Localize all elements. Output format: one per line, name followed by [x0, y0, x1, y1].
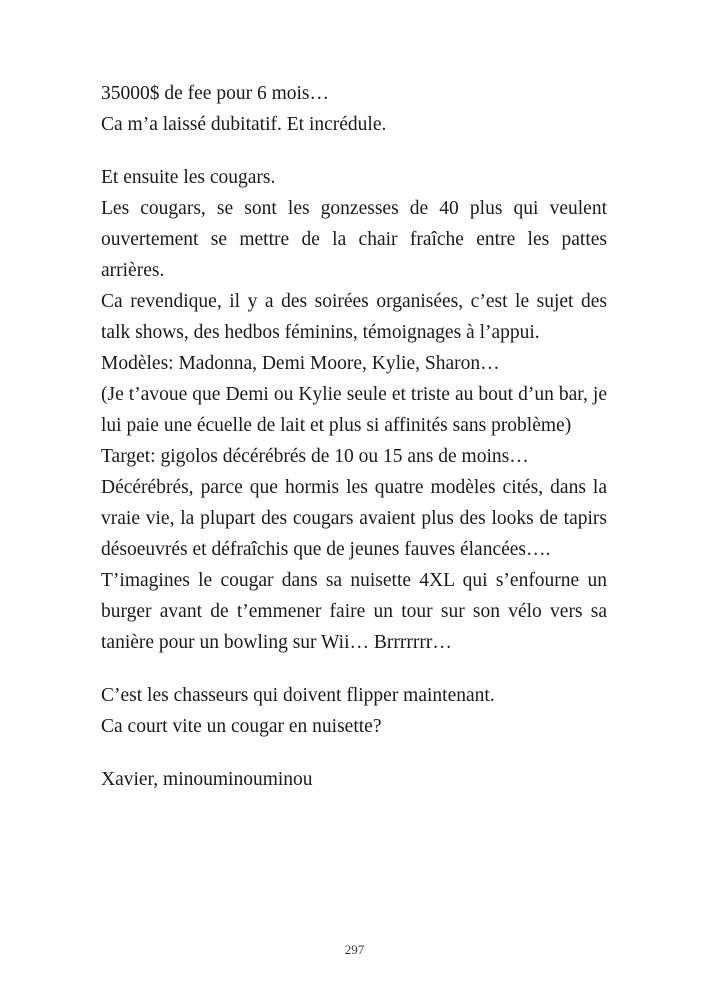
paragraph: Target: gigolos décérébrés de 10 ou 15 ans de moins…	[101, 446, 529, 467]
paragraph	[101, 162, 607, 193]
paragraph-line: 35000$ de fee pour 6 mois…	[101, 83, 330, 104]
paragraph: Modèles: Madonna, Demi Moore, Kylie, Sharon…	[101, 353, 500, 374]
paragraph-spacer	[101, 742, 607, 764]
paragraph-spacer	[101, 658, 607, 680]
paragraph: (Je t’avoue que Demi ou Kylie seule et triste au bout d’un bar, je lui paie une écuelle de lait et plus si affinités sans problème)	[101, 384, 607, 436]
paragraph: T’imagines le cougar dans sa nuisette 4XL qui s’enfourne un burger avant de t’emmener faire un tour sur son vélo vers sa tanière pour un bowling sur Wii… Brrrrrrr…	[101, 570, 607, 653]
paragraph-line: Ca court vite un cougar en nuisette?	[101, 716, 382, 737]
paragraph-line: C’est les chasseurs qui doivent flipper maintenant.	[101, 685, 495, 706]
body-text-column	[101, 78, 607, 795]
paragraph: Les cougars, se sont les gonzesses de 40 plus qui veulent ouvertement se mettre de la chair fraîche entre les pattes arrières.	[101, 198, 607, 281]
paragraph-line: Et ensuite les cougars.	[101, 167, 276, 188]
paragraph	[101, 78, 607, 140]
paragraph-line: Ca m’a laissé dubitatif. Et incrédule.	[101, 114, 387, 135]
paragraph: Ca revendique, il y a des soirées organisées, c’est le sujet des talk shows, des hedbos féminins, témoignages à l’appui.	[101, 291, 607, 343]
page-number: 297	[344, 942, 365, 957]
paragraph-spacer	[101, 140, 607, 162]
signature: Xavier, minouminouminou	[101, 769, 313, 790]
paragraph: Décérébrés, parce que hormis les quatre modèles cités, dans la vraie vie, la plupart des cougars avaient plus des looks de tapirs désoeuvrés et défraîchis que de jeunes fauves élancées….	[101, 477, 607, 560]
paragraph	[101, 680, 607, 742]
